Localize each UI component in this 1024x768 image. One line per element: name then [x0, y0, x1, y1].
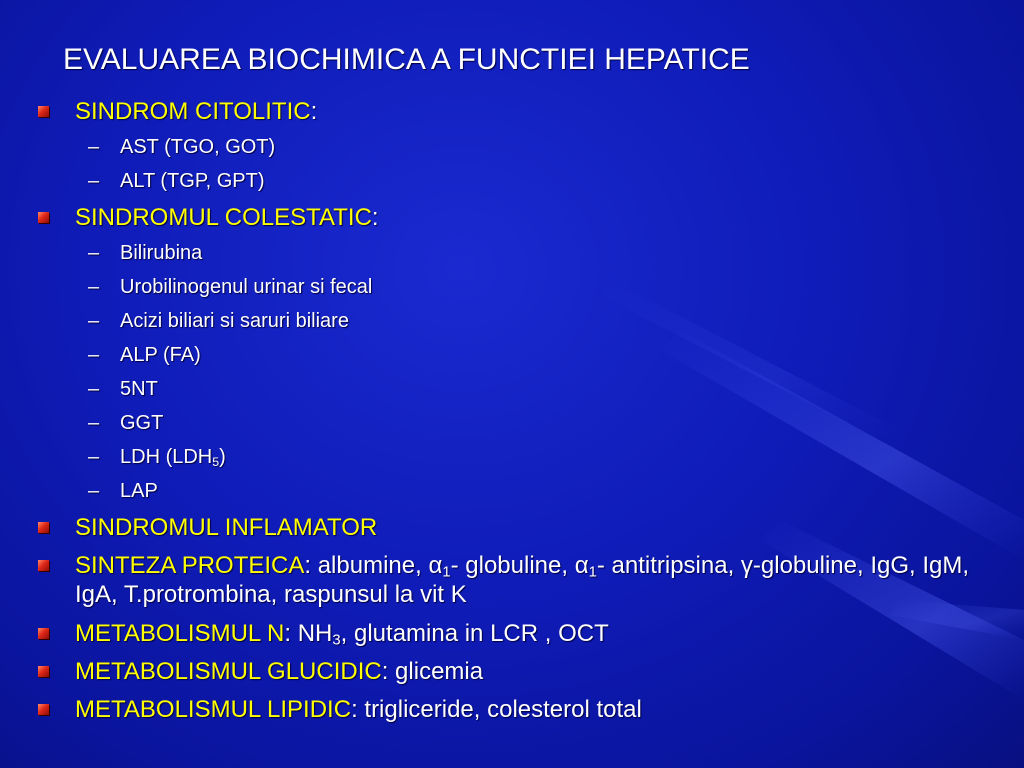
sub-item-alp: – ALP (FA) — [88, 344, 201, 366]
heading-sindromul-colestatic: SINDROMUL COLESTATIC — [75, 204, 372, 231]
slide-title: EVALUAREA BIOCHIMICA A FUNCTIEI HEPATICE — [63, 43, 750, 76]
heading-sinteza-proteica: SINTEZA PROTEICA — [75, 552, 305, 579]
square-bullet-icon — [38, 106, 49, 117]
sub-item-bilirubina: – Bilirubina — [88, 242, 203, 264]
colon: : — [371, 204, 379, 231]
sub-item-lap: – LAP — [88, 480, 158, 502]
sub-item-acizi-biliari: – Acizi biliari si saruri biliare — [88, 310, 349, 332]
square-bullet-icon — [38, 704, 49, 715]
heading-metabolismul-n: METABOLISMUL N — [75, 620, 285, 647]
square-bullet-icon — [38, 628, 49, 639]
bullet-metabolismul-lipidic: METABOLISMUL LIPIDIC: trigliceride, colesterol total — [38, 695, 998, 724]
sub-item-ggt: – GGT — [88, 412, 164, 434]
heading-sindrom-citolitic: SINDROM CITOLITIC — [75, 98, 311, 125]
heading-metabolismul-glucidic: METABOLISMUL GLUCIDIC — [75, 658, 382, 685]
dash-bullet: – — [88, 480, 100, 502]
dash-bullet: – — [88, 344, 100, 366]
dash-bullet: – — [88, 412, 100, 434]
colon: : — [310, 98, 318, 125]
square-bullet-icon — [38, 560, 49, 571]
bullet-sindrom-citolitic — [38, 97, 998, 126]
dash-bullet: – — [88, 170, 100, 192]
sub-item-ast: – AST (TGO, GOT) — [88, 136, 276, 158]
bullet-sindromul-colestatic — [38, 203, 998, 232]
square-bullet-icon — [38, 212, 49, 223]
dash-bullet: – — [88, 276, 100, 298]
heading-sindromul-inflamator: SINDROMUL INFLAMATOR — [75, 514, 378, 541]
dash-bullet: – — [88, 242, 100, 264]
dash-bullet: – — [88, 446, 100, 468]
bullet-sinteza-proteica: SINTEZA PROTEICA: albumine, $\alpha_1-$ globuline, $\alpha_1-$ antitripsina, γ-globuline, IgG, IgM, IgA, T.protrombina, raspunsul la vit K — [38, 551, 998, 609]
sub-item-ldh: – LDH $(LDH_5)$ — [88, 446, 226, 470]
square-bullet-icon — [38, 666, 49, 677]
square-bullet-icon — [38, 522, 49, 533]
dash-bullet: – — [88, 378, 100, 400]
dash-bullet: – — [88, 136, 100, 158]
sub-item-alt: – ALT (TGP, GPT) — [88, 170, 265, 192]
sub-item-5nt: – 5NT — [88, 378, 158, 400]
dash-bullet: – — [88, 310, 100, 332]
heading-metabolismul-lipidic: METABOLISMUL LIPIDIC — [75, 696, 352, 723]
bullet-metabolismul-glucidic: METABOLISMUL GLUCIDIC: glicemia — [38, 657, 998, 686]
sub-item-urobilinogen: – Urobilinogenul urinar si fecal — [88, 276, 373, 298]
bullet-sindromul-inflamator — [38, 513, 998, 542]
slide-content — [38, 97, 998, 733]
bullet-metabolismul-n: METABOLISMUL N: $NH_3$, glutamina in LCR , OCT — [38, 619, 998, 648]
